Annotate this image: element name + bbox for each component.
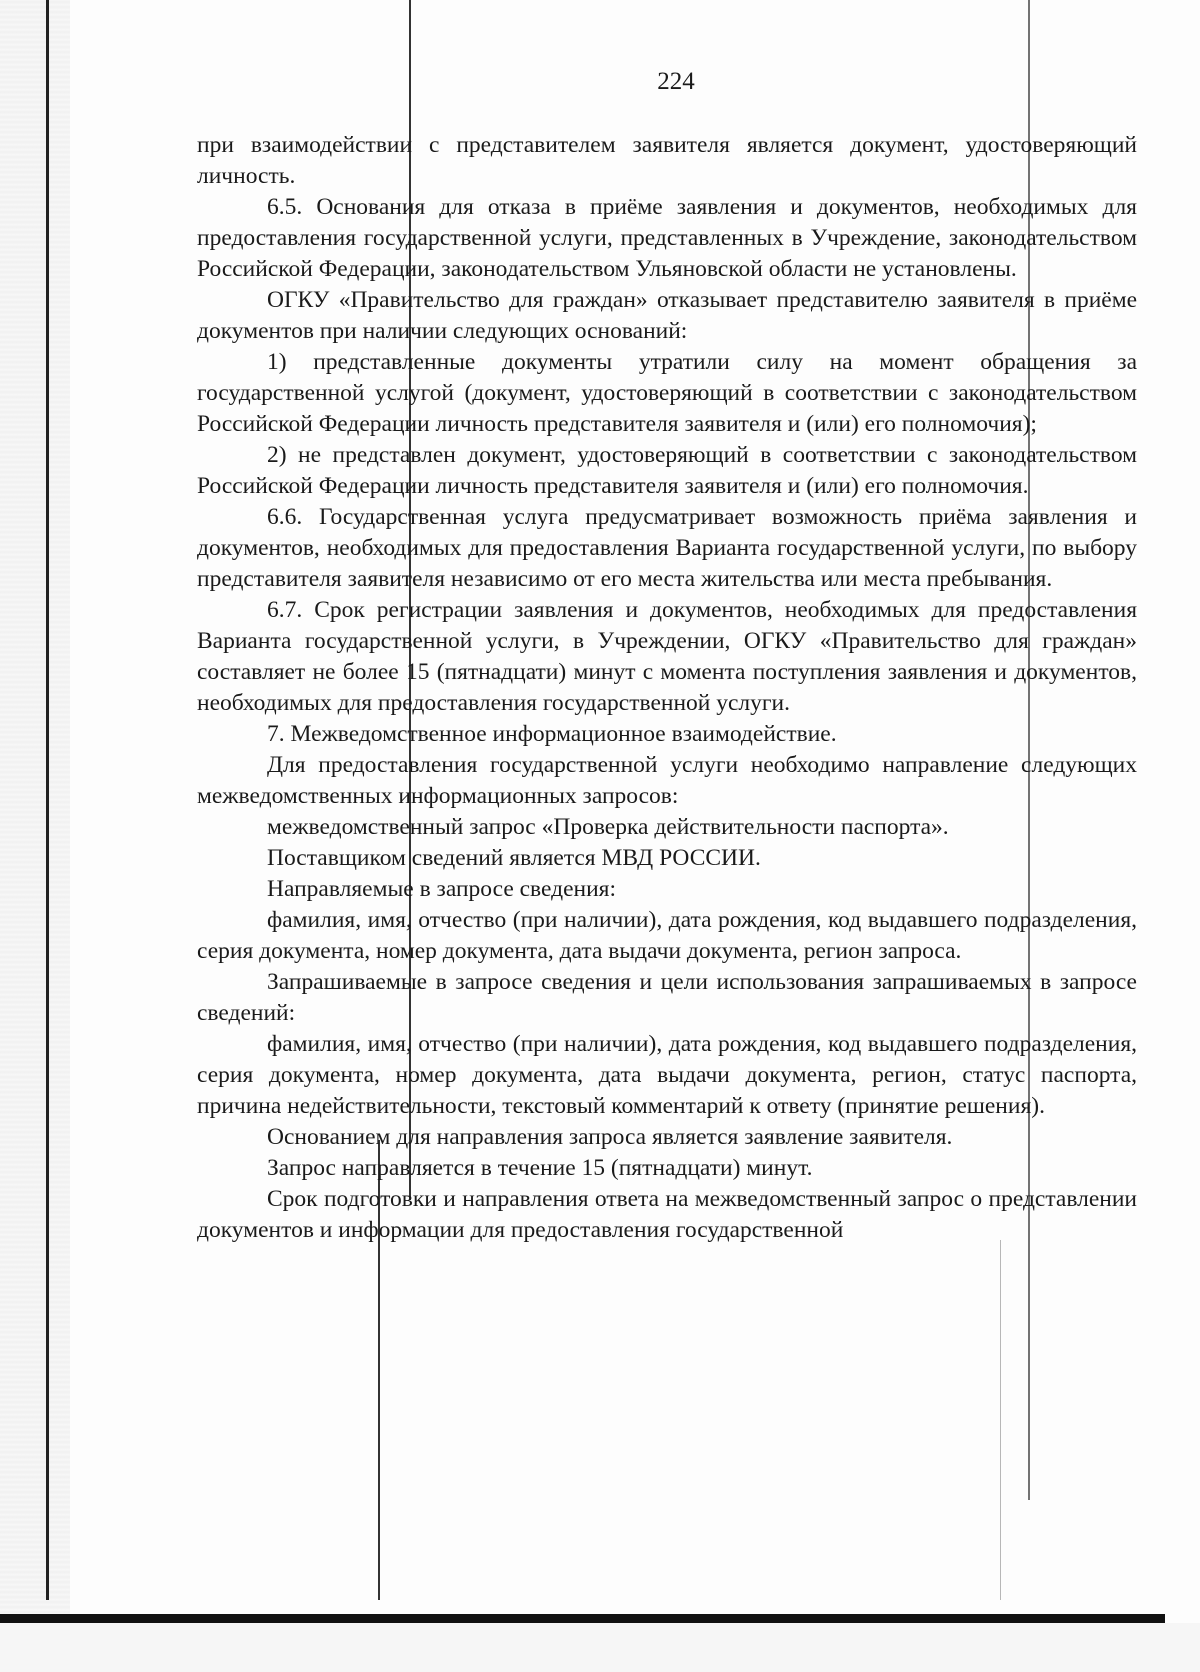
paragraph: Поставщиком сведений является МВД РОССИИ.: [267, 845, 761, 871]
paragraph: при взаимодействии с представителем заявителя является документ, удостоверяющий личность.: [197, 132, 1137, 189]
paragraph: Направляемые в запросе сведения:: [267, 876, 617, 902]
paragraph: Запрос направляется в течение 15 (пятнадцати) минут.: [267, 1155, 813, 1181]
scan-artifact-line: [46, 0, 49, 1600]
paragraph: 1) представленные документы утратили силу на момент обращения за государственной услугой (документ, удостоверяющий в соответствии с законодательством Российской Федерации личность представителя заявителя и (или) его полномочия);: [197, 349, 1137, 437]
paragraph: Запрашиваемые в запросе сведения и цели использования запрашиваемых в запросе сведений:: [197, 969, 1137, 1026]
page-number: 224: [657, 68, 695, 95]
section-heading: 7. Межведомственное информационное взаимодействие.: [267, 721, 837, 747]
scan-artifact-line: [1000, 1240, 1001, 1600]
scan-edge-shadow: [0, 1623, 1200, 1672]
paragraph: 2) не представлен документ, удостоверяющий в соответствии с законодательством Российской Федерации личность представителя заявителя и (или) его полномочия.: [197, 442, 1137, 499]
paragraph: фамилия, имя, отчество (при наличии), дата рождения, код выдавшего подразделения, серия документа, номер документа, дата выдачи документа, регион, статус паспорта, причина недействительности, текстовый комментарий к ответу (принятие решения).: [197, 1031, 1137, 1119]
paragraph: Для предоставления государственной услуги необходимо направление следующих межведомственных информационных запросов:: [197, 752, 1137, 809]
paragraph: 6.5. Основания для отказа в приёме заявления и документов, необходимых для предоставления государственной услуги, представленных в Учреждение, законодательством Российской Федерации, законодательством Ульяновской области не установлены.: [197, 194, 1137, 282]
paragraph: межведомственный запрос «Проверка действительности паспорта».: [267, 814, 949, 840]
paragraph: 6.7. Срок регистрации заявления и документов, необходимых для предоставления Варианта государственной услуги, в Учреждении, ОГКУ «Правительство для граждан» составляет не более 15 (пятнадцати) минут с момента поступления заявления и документов, необходимых для предоставления государственной услуги.: [197, 597, 1137, 716]
paragraph: Срок подготовки и направления ответа на межведомственный запрос о представлении документов и информации для предоставления государственной: [197, 1186, 1137, 1243]
document-body: [197, 130, 1137, 1246]
paragraph: Основанием для направления запроса является заявление заявителя.: [267, 1124, 953, 1150]
paragraph: 6.6. Государственная услуга предусматривает возможность приёма заявления и документов, необходимых для предоставления Варианта государственной услуги, по выбору представителя заявителя независимо от его места жительства или места пребывания.: [197, 504, 1137, 592]
scan-artifact-bar: [0, 1614, 1165, 1623]
scan-edge-shadow: [0, 0, 70, 1672]
paragraph: ОГКУ «Правительство для граждан» отказывает представителю заявителя в приёме документов при наличии следующих оснований:: [197, 287, 1137, 344]
paragraph: фамилия, имя, отчество (при наличии), дата рождения, код выдавшего подразделения, серия документа, номер документа, дата выдачи документа, регион запроса.: [197, 907, 1137, 964]
